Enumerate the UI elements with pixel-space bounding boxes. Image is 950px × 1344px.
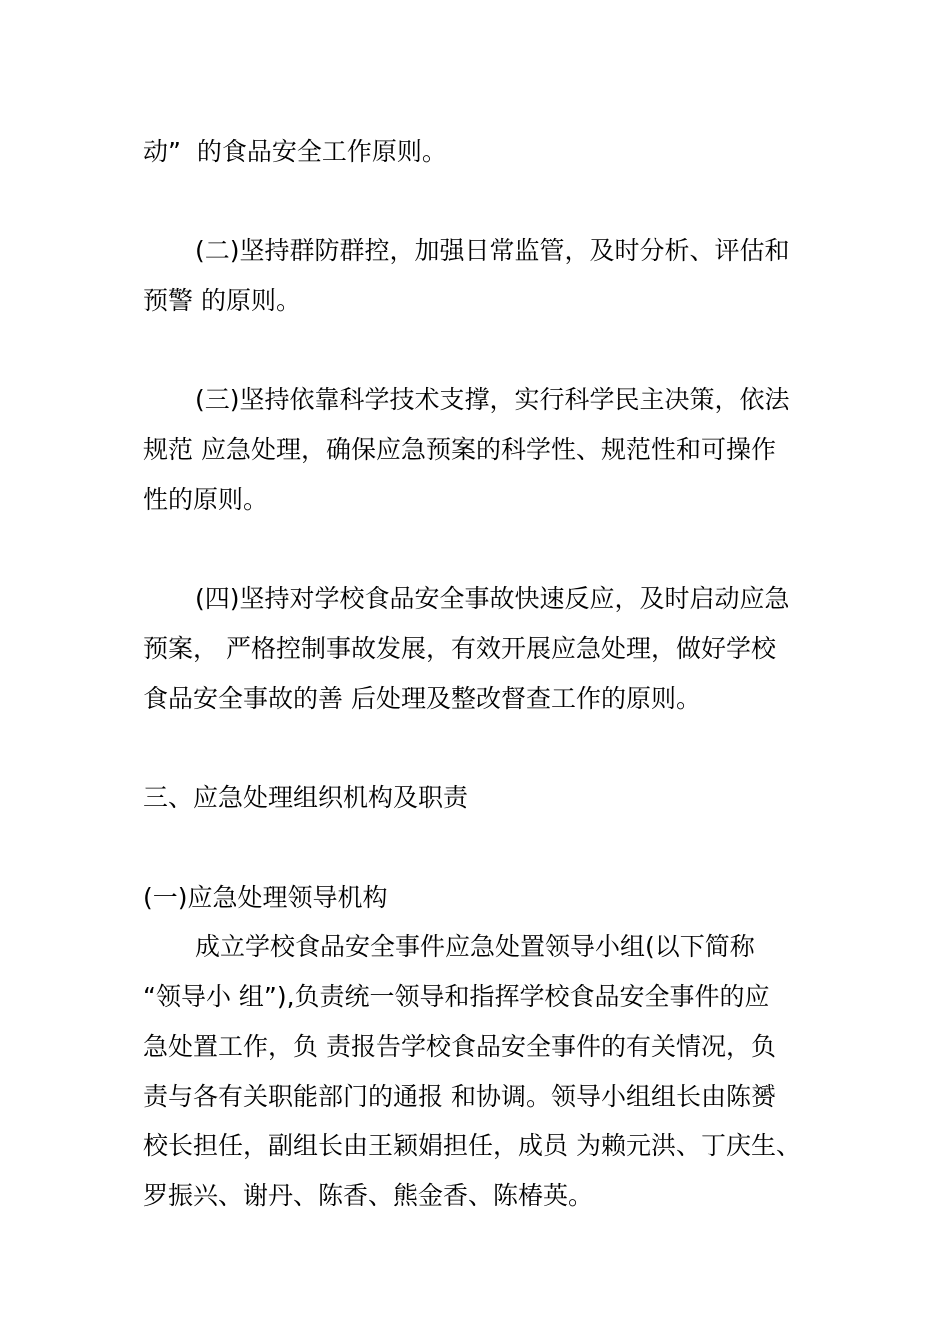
paragraph-line: 性的原则。 bbox=[143, 485, 269, 514]
paragraph-line: 预警 的原则。 bbox=[143, 286, 301, 315]
section-heading: 三、应急处理组织机构及职责 bbox=[143, 783, 469, 812]
paragraph-line: 责与各有关职能部门的通报 和协调。领导小组组长由陈赟 bbox=[143, 1082, 776, 1111]
paragraph-line: 校长担任，副组长由王颖娟担任，成员 为赖元洪、丁庆生、 bbox=[143, 1131, 801, 1160]
paragraph-line: 罗振兴、谢丹、陈香、熊金香、陈椿英。 bbox=[143, 1181, 594, 1210]
paragraph-line: (四)坚持对学校食品安全事故快速反应，及时启动应急 bbox=[195, 584, 790, 613]
paragraph-line: “领导小 组”),负责统一领导和指挥学校食品安全事件的应 bbox=[143, 982, 770, 1011]
subsection-heading: (一)应急处理领导机构 bbox=[143, 883, 388, 912]
paragraph-line: 成立学校食品安全事件应急处置领导小组(以下简称 bbox=[195, 932, 755, 961]
paragraph-line: 食品安全事故的善 后处理及整改督查工作的原则。 bbox=[143, 684, 701, 713]
paragraph-line: 预案， 严格控制事故发展，有效开展应急处理，做好学校 bbox=[143, 634, 776, 663]
paragraph-line: 急处置工作，负 责报告学校食品安全事件的有关情况，负 bbox=[143, 1032, 776, 1061]
paragraph-line: (三)坚持依靠科学技术支撑，实行科学民主决策，依法 bbox=[195, 385, 790, 414]
paragraph-line: 规范 应急处理，确保应急预案的科学性、规范性和可操作 bbox=[143, 435, 776, 464]
paragraph-line: (二)坚持群防群控，加强日常监管，及时分析、评估和 bbox=[195, 236, 790, 265]
paragraph-line: 动” 的食品安全工作原则。 bbox=[143, 137, 447, 166]
